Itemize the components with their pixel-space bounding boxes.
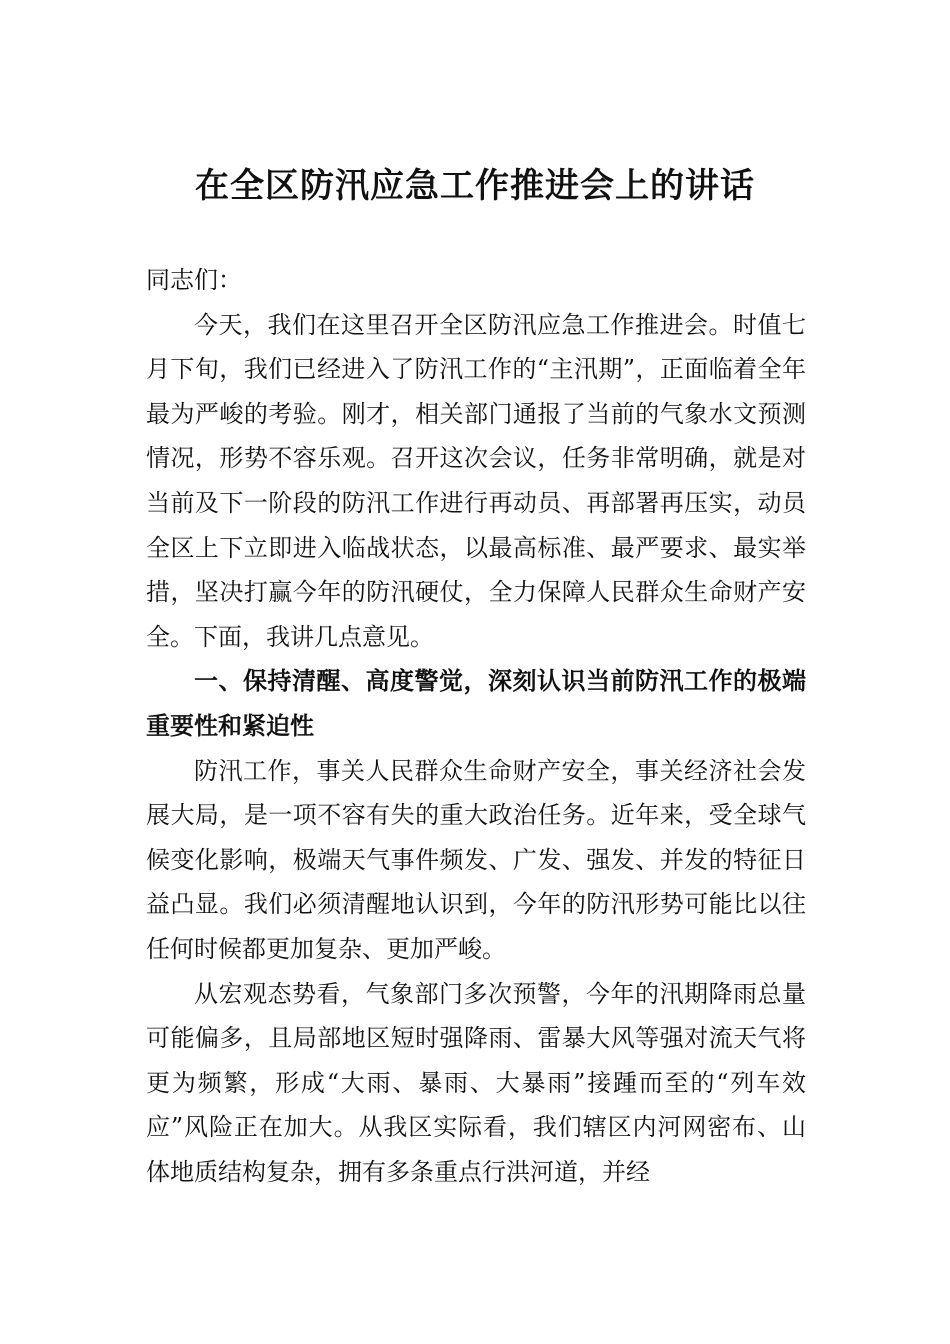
document-body [146, 258, 806, 1194]
section-1-paragraph-2: 从宏观态势看，气象部门多次预警，今年的汛期降雨总量可能偏多，且局部地区短时强降雨、雷暴大风等强对流天气将更为频繁，形成“大雨、暴雨、大暴雨”接踵而至的“列车效应”风险正在加大。从我区实际看，我们辖区内河网密布、山体地质结构复杂，拥有多条重点行洪河道，并经 [146, 979, 806, 1186]
section-heading-1: 一、保持清醒、高度警觉，深刻认识当前防汛工作的极端重要性和紧迫性 [146, 667, 806, 740]
document-title: 在全区防汛应急工作推进会上的讲话 [195, 166, 755, 206]
section-1-paragraph-1: 防汛工作，事关人民群众生命财产安全，事关经济社会发展大局，是一项不容有失的重大政治任务。近年来，受全球气候变化影响，极端天气事件频发、广发、强发、并发的特征日益凸显。我们必须清醒地认识到，今年的防汛形势可能比以往任何时候都更加复杂、更加严峻。 [146, 756, 806, 963]
intro-paragraph: 今天，我们在这里召开全区防汛应急工作推进会。时值七月下旬，我们已经进入了防汛工作的“主汛期”，正面临着全年最为严峻的考验。刚才，相关部门通报了当前的气象水文预测情况，形势不容乐观。召开这次会议，任务非常明确，就是对当前及下一阶段的防汛工作进行再动员、再部署再压实，动员全区上下立即进入临战状态，以最高标准、最严要求、最实举措，坚决打赢今年的防汛硬仗，全力保障人民群众生命财产安全。下面，我讲几点意见。 [146, 310, 806, 651]
greeting: 同志们： [146, 266, 242, 294]
